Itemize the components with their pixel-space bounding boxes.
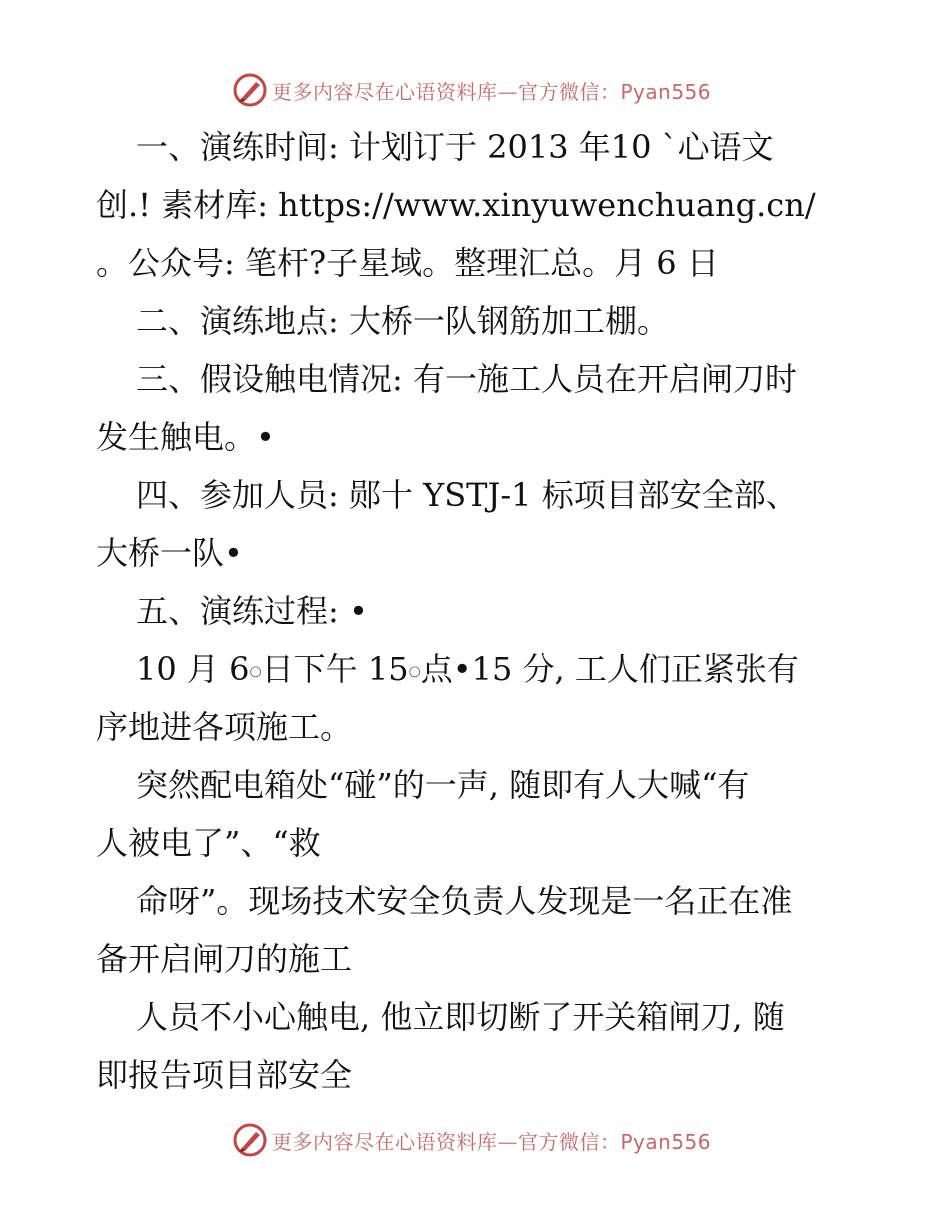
text-line: 人被电了”、“救 [96, 824, 321, 862]
watermark-text: 更多内容尽在心语资料库—官方微信：Pyan556 [272, 1129, 712, 1154]
text-line: 突然配电箱处“碰”的一声, 随即有人大喊“有 [136, 766, 750, 804]
text-line: 命呀”。现场技术安全负责人发现是一名正在准 [136, 882, 793, 920]
text-line: 备开启闸刀的施工 [96, 940, 353, 978]
text-line: 创.! 素材库: https://www.xinyuwenchuang.cn/ [96, 186, 816, 224]
pen-circle-logo-icon [232, 72, 268, 108]
text-line: 五、演练过程: • [136, 592, 368, 630]
text-line: 序地进各项施工。 [96, 708, 353, 746]
text-line: 三、假设触电情况: 有一施工人员在开启闸刀时 [136, 360, 797, 398]
text-line: 一、演练时间: 计划订于 2013 年10 `心语文 [136, 128, 774, 166]
text-line-time: 10 月 6○日下午 15○点•15 分, 工人们正紧张有 [136, 650, 799, 688]
text-line: 大桥一队• [96, 534, 243, 572]
text-line: 四、参加人员: 郧十 YSTJ-1 标项目部安全部、 [136, 476, 798, 514]
watermark-text: 更多内容尽在心语资料库—官方微信：Pyan556 [272, 79, 712, 104]
text-line: 二、演练地点: 大桥一队钢筋加工棚。 [136, 302, 669, 340]
pen-circle-logo-icon [232, 1122, 268, 1158]
text-line: 发生触电。• [96, 418, 275, 456]
document-body [96, 118, 856, 1104]
text-line: 即报告项目部安全 [96, 1056, 353, 1094]
watermark-banner-top [232, 70, 711, 110]
small-circle-mark: ○ [249, 663, 262, 680]
text-line: 人员不小心触电, 他立即切断了开关箱闸刀, 随 [136, 998, 785, 1036]
watermark-banner-bottom [232, 1120, 711, 1160]
small-circle-mark: ○ [408, 663, 421, 680]
text-line: 。公众号: 笔杆?子星域。整理汇总。月 6 日 [96, 244, 719, 282]
